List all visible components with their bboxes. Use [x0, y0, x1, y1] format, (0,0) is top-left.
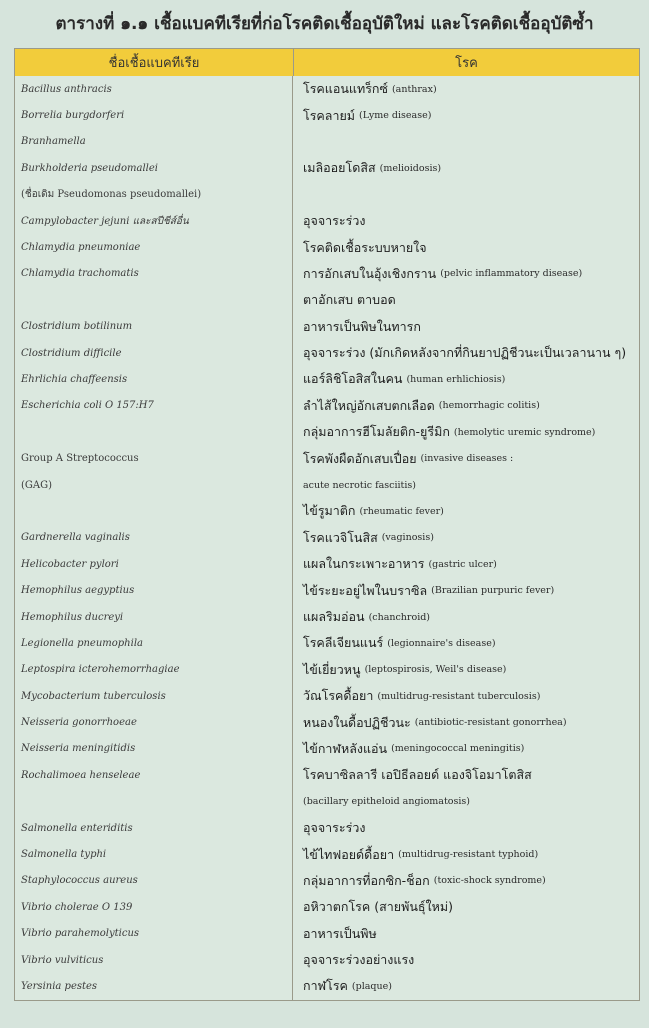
- table-row: [15, 789, 639, 815]
- disease-thai: แอร์ลิชิโอสิสในคน: [303, 371, 403, 387]
- disease-cell: [293, 683, 639, 709]
- table-row: [15, 155, 639, 181]
- disease-cell: [293, 76, 639, 102]
- disease-cell: [293, 393, 639, 419]
- bacteria-cell: [15, 287, 293, 313]
- table-row: [15, 868, 639, 894]
- table-row: [15, 287, 639, 313]
- table-row: [15, 736, 639, 762]
- disease-cell: [293, 287, 639, 313]
- bacteria-cell: Hemophilus ducreyi: [15, 604, 293, 630]
- disease-cell: [293, 947, 639, 973]
- table-row: [15, 973, 639, 999]
- header-bacteria: ชื่อเชื้อแบคทีเรีย: [15, 49, 294, 76]
- table-row: [15, 709, 639, 735]
- disease-cell: [293, 340, 639, 366]
- disease-thai: กลุ่มอาการที่อกซิก-ช็อก: [303, 872, 430, 888]
- table-row: [15, 366, 639, 392]
- disease-thai: อหิวาตกโรค (สายพันธุ์ใหม่): [303, 899, 453, 915]
- bacteria-cell: Helicobacter pylori: [15, 551, 293, 577]
- disease-thai: แผลริมอ่อน: [303, 609, 365, 624]
- table-row: [15, 762, 639, 788]
- disease-cell: [293, 234, 639, 260]
- bacteria-cell: Escherichia coli O 157:H7: [15, 393, 293, 419]
- bacteria-cell: Yersinia pestes: [15, 973, 293, 999]
- bacteria-cell: Leptospira icterohemorrhagiae: [15, 657, 293, 683]
- bacteria-cell: Legionella pneumophila: [15, 630, 293, 656]
- table-row: [15, 683, 639, 709]
- table-row: [15, 314, 639, 340]
- bacteria-cell: [15, 498, 293, 524]
- bacteria-cell: (GAG): [15, 472, 293, 498]
- disease-thai: แผลในกระเพาะอาหาร: [303, 556, 425, 572]
- bacteria-cell: Neisseria meningitidis: [15, 736, 293, 762]
- disease-english: (hemolytic uremic syndrome): [453, 426, 596, 438]
- disease-thai: ไข้ไทฟอยด์ดื้อยา: [303, 846, 395, 862]
- disease-thai: อุจจาระร่วง: [303, 213, 366, 229]
- table-row: [15, 261, 639, 287]
- table-row: [15, 525, 639, 551]
- table-row: [15, 234, 639, 260]
- table-row: [15, 947, 639, 973]
- bacteria-cell: Neisseria gonorrhoeae: [15, 709, 293, 735]
- disease-thai: อุจจาระร่วง: [303, 820, 366, 836]
- disease-cell: [293, 472, 639, 498]
- bacteria-cell: Chlamydia pneumoniae: [15, 234, 293, 260]
- disease-english: (multidrug-resistant tuberculosis): [377, 690, 541, 702]
- disease-cell: [293, 736, 639, 762]
- disease-thai: ไข้เยี่ยวหนู: [303, 661, 361, 677]
- disease-thai: หนองในดื้อปฏิชีวนะ: [303, 714, 411, 730]
- table-row: [15, 894, 639, 920]
- disease-cell: [293, 129, 639, 155]
- table-row: [15, 630, 639, 656]
- disease-cell: [293, 841, 639, 867]
- bacteria-cell: Borrelia burgdorferi: [15, 102, 293, 128]
- bacteria-cell: Vibrio parahemolyticus: [15, 921, 293, 947]
- table-row: [15, 841, 639, 867]
- disease-english: acute necrotic fasciitis): [303, 479, 416, 491]
- disease-english: (pelvic inflammatory disease): [440, 268, 583, 280]
- disease-cell: [293, 762, 639, 788]
- table-body: [15, 76, 639, 1000]
- disease-english: (multidrug-resistant typhoid): [398, 849, 539, 861]
- disease-cell: [293, 868, 639, 894]
- disease-english: (gastric ulcer): [428, 558, 497, 570]
- disease-thai: ไข้กาฬหลังแอ่น: [303, 740, 388, 756]
- disease-thai: อาหารเป็นพิษ: [303, 925, 377, 941]
- table-row: [15, 921, 639, 947]
- table-row: [15, 129, 639, 155]
- bacteria-cell: Hemophilus aegyptius: [15, 577, 293, 603]
- bacteria-cell: [15, 419, 293, 445]
- table-row: [15, 419, 639, 445]
- disease-cell: [293, 551, 639, 577]
- disease-thai: ไข้ระยะอยู่ไพในบราซิล: [303, 582, 428, 598]
- table-row: [15, 577, 639, 603]
- disease-cell: [293, 208, 639, 234]
- bacteria-cell: Vibrio cholerae O 139: [15, 894, 293, 920]
- disease-thai: อุจจาระร่วงอย่างแรง: [303, 952, 415, 968]
- table-row: [15, 815, 639, 841]
- bacteria-cell: Chlamydia trachomatis: [15, 261, 293, 287]
- table-row: [15, 340, 639, 366]
- disease-thai: โรคพังผืดอักเสบเปื่อย: [303, 450, 417, 466]
- disease-cell: [293, 155, 639, 181]
- disease-cell: [293, 445, 639, 471]
- disease-english: (anthrax): [391, 83, 437, 95]
- bacteria-cell: Ehrlichia chaffeensis: [15, 366, 293, 392]
- bacteria-cell: Bacillus anthracis: [15, 76, 293, 102]
- disease-cell: [293, 657, 639, 683]
- disease-cell: [293, 102, 639, 128]
- bacteria-cell: (ชื่อเดิม Pseudomonas pseudomallei): [15, 182, 293, 208]
- disease-cell: [293, 314, 639, 340]
- disease-thai: ลำไส้ใหญ่อักเสบตกเลือด: [303, 397, 435, 413]
- disease-english: (melioidosis): [379, 162, 442, 174]
- disease-english: (antibiotic-resistant gonorrhea): [414, 717, 567, 729]
- disease-thai: เมลิออยโดสิส: [303, 160, 376, 176]
- disease-cell: [293, 630, 639, 656]
- table-row: [15, 102, 639, 128]
- disease-english: (vaginosis): [381, 532, 434, 544]
- disease-english: (chanchroid): [368, 611, 431, 623]
- disease-thai: วัณโรคดื้อยา: [303, 688, 374, 704]
- bacteria-cell: Branhamella: [15, 129, 293, 155]
- disease-cell: [293, 921, 639, 947]
- bacteria-disease-table: [14, 48, 640, 1001]
- bacteria-cell: Mycobacterium tuberculosis: [15, 683, 293, 709]
- disease-thai: โรคแวจิโนสิส: [303, 529, 378, 545]
- disease-english: (hemorrhagic colitis): [438, 400, 540, 412]
- disease-cell: [293, 709, 639, 735]
- disease-thai: ไข้รูมาติก: [303, 503, 356, 519]
- disease-cell: [293, 577, 639, 603]
- disease-thai: โรคบาซิลลารี เอปิธีลอยด์ แองจิโอมาโตสิส: [303, 767, 532, 783]
- disease-english: (legionnaire's disease): [387, 637, 496, 649]
- disease-english: (Brazilian purpuric fever): [431, 585, 555, 597]
- disease-cell: [293, 525, 639, 551]
- table-row: [15, 393, 639, 419]
- table-header-row: [15, 49, 639, 76]
- disease-cell: [293, 815, 639, 841]
- disease-english: (Lyme disease): [359, 110, 432, 122]
- disease-thai: อาหารเป็นพิษในทารก: [303, 318, 421, 334]
- disease-thai: กลุ่มอาการฮีโมลัยติก-ยูรีมิก: [303, 424, 450, 440]
- disease-english: (bacillary epitheloid angiomatosis): [303, 796, 471, 808]
- disease-english: (plaque): [351, 980, 392, 992]
- disease-thai: โรคแอนแทร็กซ์: [303, 81, 388, 97]
- bacteria-cell: Staphylococcus aureus: [15, 868, 293, 894]
- bacteria-cell: Gardnerella vaginalis: [15, 525, 293, 551]
- bacteria-cell: [15, 789, 293, 815]
- bacteria-cell: Campylobacter jejuni และสปีชีส์อื่น: [15, 208, 293, 234]
- disease-english: (invasive diseases :: [420, 453, 514, 465]
- table-row: [15, 498, 639, 524]
- disease-thai: โรคลีเจียนแนร์: [303, 635, 384, 651]
- disease-cell: [293, 261, 639, 287]
- header-disease: โรค: [294, 49, 639, 76]
- table-title: ตารางที่ ๑.๑ เชื้อแบคทีเรียที่ก่อโรคติดเชื้ออุบัติใหม่ และโรคติดเชื้ออุบัติซ้ำ: [55, 14, 594, 34]
- bacteria-cell: Vibrio vulviticus: [15, 947, 293, 973]
- disease-cell: [293, 604, 639, 630]
- disease-thai: ตาอักเสบ ตาบอด: [303, 292, 396, 308]
- disease-english: (meningococcal meningitis): [391, 743, 525, 755]
- bacteria-cell: Salmonella enteriditis: [15, 815, 293, 841]
- bacteria-cell: Group A Streptococcus: [15, 445, 293, 471]
- disease-cell: [293, 789, 639, 815]
- disease-cell: [293, 894, 639, 920]
- disease-thai: อุจจาระร่วง (มักเกิดหลังจากที่กินยาปฏิชีวนะเป็นเวลานาน ๆ): [303, 345, 627, 361]
- disease-english: (rheumatic fever): [359, 505, 444, 517]
- bacteria-cell: Burkholderia pseudomallei: [15, 155, 293, 181]
- table-row: [15, 445, 639, 471]
- bacteria-cell: Rochalimoea henseleae: [15, 762, 293, 788]
- table-row: [15, 604, 639, 630]
- table-row: [15, 76, 639, 102]
- disease-thai: โรคลายม์: [303, 107, 356, 123]
- table-row: [15, 657, 639, 683]
- table-row: [15, 208, 639, 234]
- disease-cell: [293, 182, 639, 208]
- disease-cell: [293, 366, 639, 392]
- table-row: [15, 182, 639, 208]
- disease-english: (toxic-shock syndrome): [433, 875, 546, 887]
- disease-english: (leptospirosis, Weil's disease): [364, 664, 507, 676]
- bacteria-cell: Clostridium botilinum: [15, 314, 293, 340]
- table-row: [15, 472, 639, 498]
- disease-english: (human erhlichiosis): [406, 373, 506, 385]
- disease-cell: [293, 419, 639, 445]
- disease-cell: [293, 498, 639, 524]
- disease-thai: การอักเสบในอุ้งเชิงกราน: [303, 265, 437, 281]
- disease-thai: โรคติดเชื้อระบบหายใจ: [303, 239, 427, 255]
- bacteria-cell: Clostridium difficile: [15, 340, 293, 366]
- disease-thai: กาฬโรค: [303, 978, 348, 994]
- bacteria-cell: Salmonella typhi: [15, 841, 293, 867]
- table-row: [15, 551, 639, 577]
- disease-cell: [293, 973, 639, 999]
